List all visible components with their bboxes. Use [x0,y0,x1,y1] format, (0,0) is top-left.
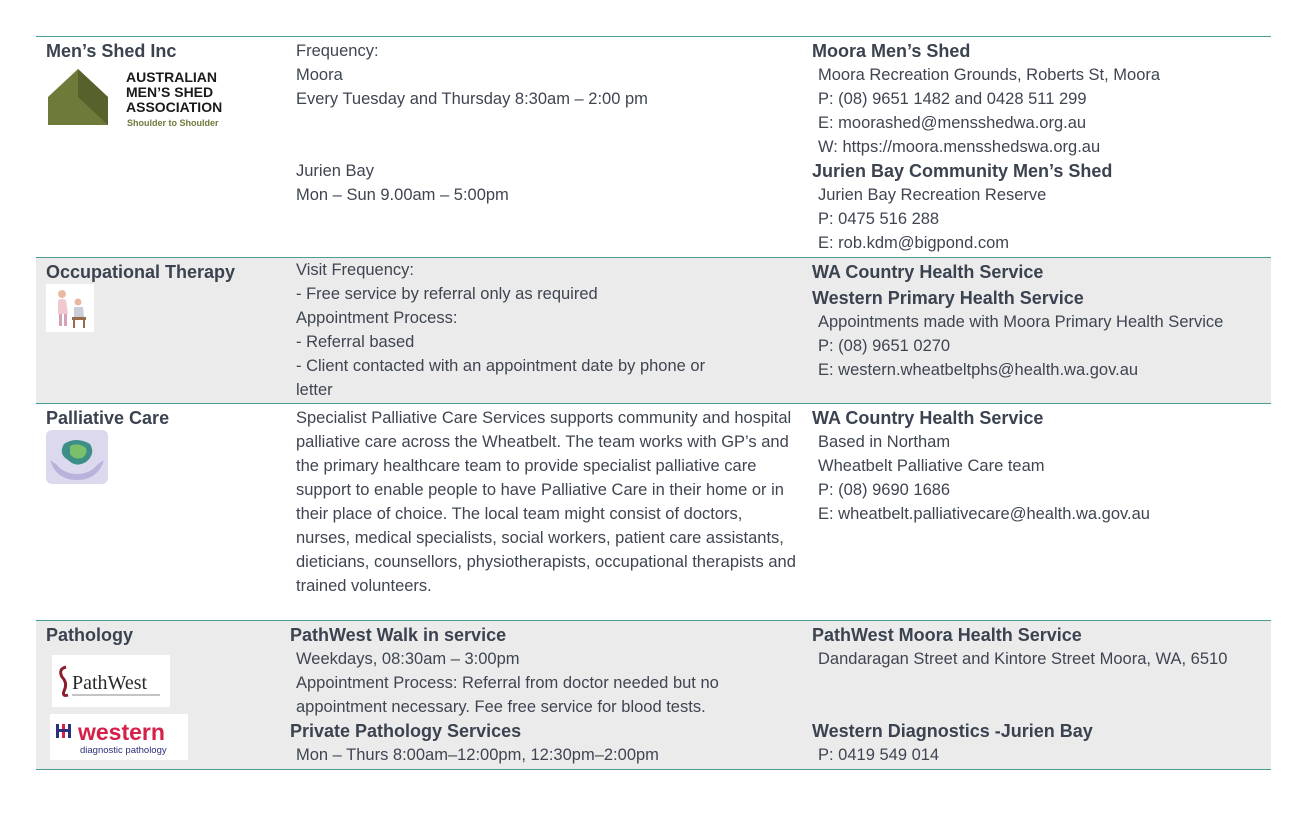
section-heading: PathWest Walk in service [290,625,507,645]
service-title: Men’s Shed Inc [46,41,177,61]
detail-line: Mon – Thurs 8:00am–12:00pm, 12:30pm–2:00pm [296,746,659,764]
detail-line: appointment necessary. Fee free service for blood tests. [296,698,706,716]
logo-line-2: MEN’S SHED [126,84,214,100]
contact-heading: WA Country Health Service [812,262,1044,282]
service-cell [46,258,286,284]
detail-line: Visit Frequency: [296,261,414,279]
details-cell [290,623,790,767]
contact-email[interactable]: E: moorashed@mensshedwa.org.au [818,114,1087,132]
contact-heading: Western Diagnostics -Jurien Bay [812,721,1093,741]
detail-line: letter [296,381,333,399]
contact-line: Dandaragan Street and Kintore Street Moora, WA, 6510 [818,650,1228,668]
contact-cell [812,406,1272,526]
detail-paragraph: Specialist Palliative Care Services supports community and hospital palliative care across the Wheatbelt. The team works with GP’s and the primary healthcare team to provide specialist palliative care support to enable people to have Palliative Care in their home or in their place of choice. The local team might consist of doctors, nurses, medical specialists, social workers, patient care assistants, dieticians, counsellors, physiotherapists, occupational therapists and trained volunteers. [296,409,796,595]
details-cell [296,406,796,598]
occupational-therapy-icon [46,284,94,332]
contact-cell [812,623,1272,767]
contact-line: Wheatbelt Palliative Care team [818,457,1045,475]
contact-heading: WA Country Health Service [812,408,1044,428]
western-logo-text: western [78,719,165,745]
western-logo-subtext: diagnostic pathology [80,745,167,756]
detail-line: Appointment Process: Referral from doctor needed but no [296,674,719,692]
contact-phone: P: (08) 9651 0270 [818,337,951,355]
logo-line-3: ASSOCIATION [126,99,223,115]
mens-shed-logo [46,67,246,129]
row-palliative-care [36,404,1271,621]
detail-line: Moora [296,66,343,84]
contact-heading: PathWest Moora Health Service [812,625,1082,645]
western-diagnostic-logo [50,714,188,760]
detail-spacer [296,111,796,159]
contact-phone: P: (08) 9690 1686 [818,481,951,499]
section-heading: Private Pathology Services [290,721,522,741]
contact-phone: P: 0475 516 288 [818,210,940,228]
palliative-care-icon [46,430,108,484]
row-occupational-therapy [36,258,1271,404]
services-table [36,36,1271,770]
contact-email[interactable]: E: rob.kdm@bigpond.com [818,234,1010,252]
contact-cell [812,260,1272,382]
details-cell [296,258,796,402]
pathwest-logo-text: PathWest [72,672,148,694]
detail-line: - Client contacted with an appointment date by phone or [296,357,706,375]
details-cell [296,39,796,207]
detail-line: Frequency: [296,42,379,60]
row-mens-shed [36,37,1271,258]
contact-phone: P: (08) 9651 1482 and 0428 511 299 [818,90,1087,108]
contact-email[interactable]: E: wheatbelt.palliativecare@health.wa.gov.au [818,505,1150,523]
contact-line: Moora Recreation Grounds, Roberts St, Moora [818,66,1161,84]
service-cell [46,404,286,430]
contact-heading: Moora Men’s Shed [812,41,971,61]
service-title: Pathology [46,625,134,645]
service-title: Occupational Therapy [46,262,236,282]
detail-line: - Free service by referral only as required [296,285,598,303]
contact-heading: Jurien Bay Community Men’s Shed [812,161,1113,181]
contact-spacer [812,671,1272,719]
contact-line: Jurien Bay Recreation Reserve [818,186,1047,204]
detail-line: Mon – Sun 9.00am – 5:00pm [296,186,509,204]
service-cell [46,621,286,647]
detail-line: Jurien Bay [296,162,374,180]
detail-line: Appointment Process: [296,309,458,327]
logo-line-1: AUSTRALIAN [126,69,217,85]
contact-website[interactable]: W: https://moora.mensshedswa.org.au [818,138,1101,156]
logo-tagline: Shoulder to Shoulder [127,118,219,128]
contact-email[interactable]: E: western.wheatbeltphs@health.wa.gov.au [818,361,1139,379]
row-pathology [36,621,1271,770]
service-cell [46,37,286,63]
contact-line: Based in Northam [818,433,951,451]
detail-line: Weekdays, 08:30am – 3:00pm [296,650,520,668]
service-title: Palliative Care [46,408,170,428]
contact-line: Appointments made with Moora Primary Health Service [818,313,1224,331]
pathwest-logo [52,655,170,707]
detail-line: - Referral based [296,333,415,351]
contact-cell [812,39,1272,255]
detail-line: Every Tuesday and Thursday 8:30am – 2:00 pm [296,90,648,108]
contact-phone: P: 0419 549 014 [818,746,940,764]
contact-heading: Western Primary Health Service [812,288,1084,308]
